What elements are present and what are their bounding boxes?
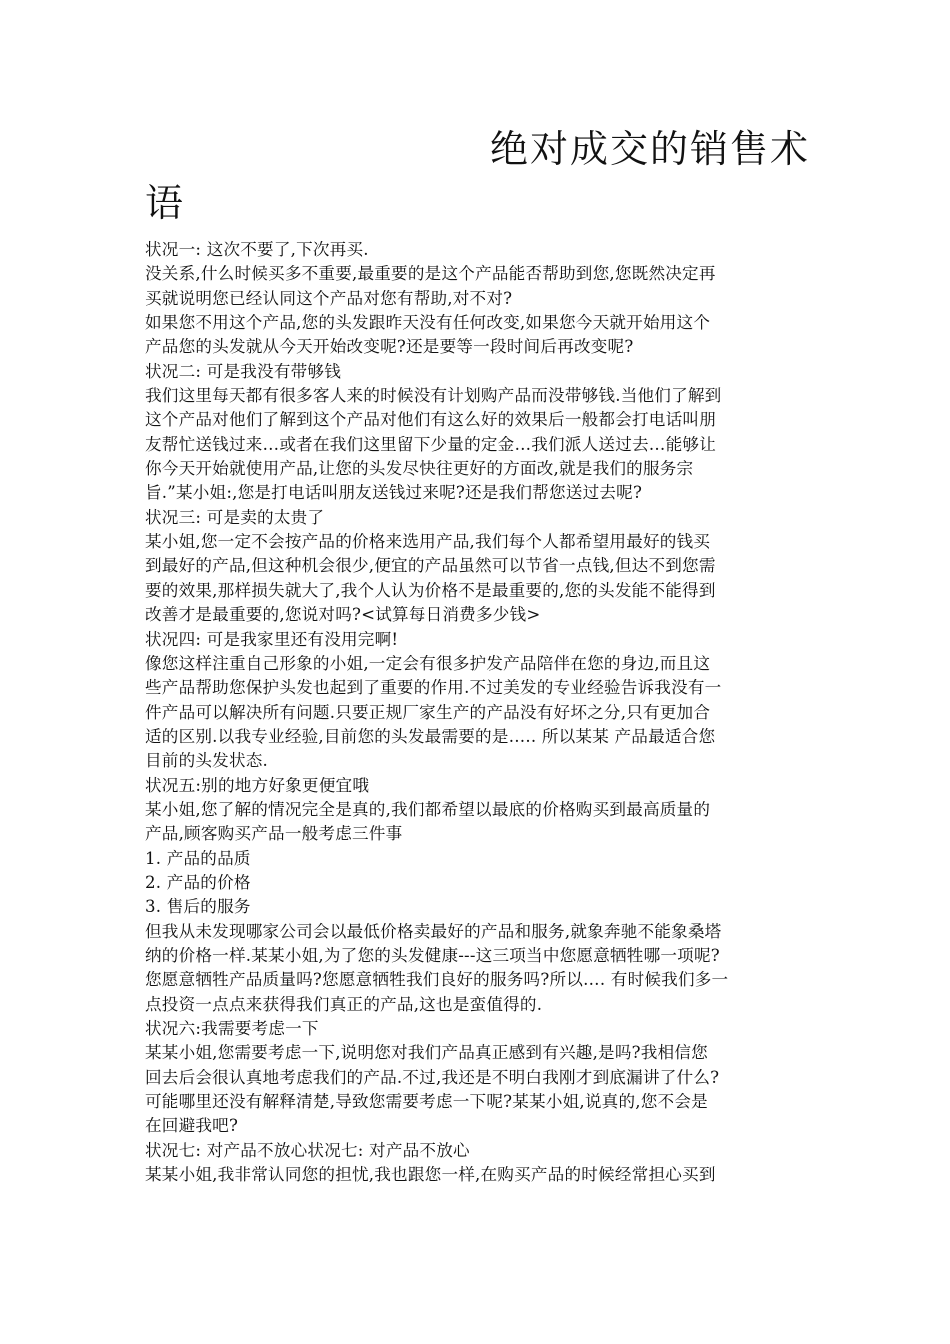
body-line: 到最好的产品,但这种机会很少,便宜的产品虽然可以节省一点钱,但达不到您需 [145, 556, 716, 576]
body-line: 改善才是最重要的,您说对吗?<试算每日消费多少钱> [145, 605, 541, 625]
body-line: 像您这样注重自己形象的小姐,一定会有很多护发产品陪伴在您的身边,而且这 [145, 653, 711, 673]
body-line: 目前的头发状态. [145, 751, 269, 771]
body-line: 状况二: 可是我没有带够钱 [145, 361, 341, 381]
body-line: 状况六:我需要考虑一下 [145, 1019, 319, 1038]
body-line: 点投资一点点来获得我们真正的产品,这也是蛮值得的. [145, 994, 543, 1014]
body-line: 1. 产品的品质 [145, 848, 251, 868]
body-line: 在回避我吧? [145, 1116, 239, 1136]
body-line: 3. 售后的服务 [145, 897, 251, 917]
body-line: 这个产品对他们了解到这个产品对他们有这么好的效果后一般都会打电话叫朋 [145, 410, 716, 430]
body-line: 买就说明您已经认同这个产品对您有帮助,对不对? [145, 288, 513, 308]
body-line: 某某小姐,我非常认同您的担忧,我也跟您一样,在购买产品的时候经常担心买到 [145, 1165, 716, 1185]
body-line: 状况五:别的地方好象更便宜哦 [145, 775, 370, 795]
body-line: 某小姐,您一定不会按产品的价格来选用产品,我们每个人都希望用最好的钱买 [145, 532, 711, 552]
body-line: 旨.”某小姐:,您是打电话叫朋友送钱过来呢?还是我们帮您送过去呢? [145, 483, 643, 503]
body-line: 状况一: 这次不要了,下次再买. [145, 240, 369, 259]
body-line: 您愿意牺牲产品质量吗?您愿意牺牲我们良好的服务吗?所以…. 有时候我们多一 [145, 970, 729, 990]
body-line: 状况三: 可是卖的太贵了 [145, 507, 325, 527]
body-line: 某小姐,您了解的情况完全是真的,我们都希望以最底的价格购买到最高质量的 [145, 799, 711, 819]
document-title: 绝对成交的销售术语 [145, 127, 811, 225]
body-line: 些产品帮助您保护头发也起到了重要的作用.不过美发的专业经验告诉我没有一 [145, 678, 722, 698]
body-line: 件产品可以解决所有问题.只要正规厂家生产的产品没有好坏之分,只有更加合 [145, 702, 711, 722]
body-line: 可能哪里还没有解释清楚,导致您需要考虑一下呢?某某小姐,说真的,您不会是 [145, 1092, 708, 1112]
body-line: 产品,顾客购买产品一般考虑三件事 [145, 824, 403, 844]
body-line: 友帮忙送钱过来…或者在我们这里留下少量的定金…我们派人送过去…能够让 [145, 434, 716, 454]
body-line: 产品您的头发就从今天开始改变呢?还是要等一段时间后再改变呢? [145, 337, 634, 357]
body-line: 某某小姐,您需要考虑一下,说明您对我们产品真正感到有兴趣,是吗?我相信您 [145, 1043, 708, 1063]
body-line: 你今天开始就使用产品,让您的头发尽快往更好的方面改,就是我们的服务宗 [145, 459, 694, 479]
body-line: 如果您不用这个产品,您的头发跟昨天没有任何改变,如果您今天就开始用这个 [145, 313, 711, 333]
body-line: 纳的价格一样.某某小姐,为了您的头发健康---这三项当中您愿意牺牲哪一项呢? [145, 945, 720, 965]
body-line: 状况七: 对产品不放心状况七: 对产品不放心 [145, 1140, 470, 1160]
body-line: 2. 产品的价格 [145, 872, 251, 892]
body-line: 我们这里每天都有很多客人来的时候没有计划购产品而没带够钱.当他们了解到 [145, 386, 722, 406]
body-line: 状况四: 可是我家里还有没用完啊! [145, 629, 399, 649]
body-line: 回去后会很认真地考虑我们的产品.不过,我还是不明白我刚才到底漏讲了什么? [145, 1067, 720, 1087]
body-line: 适的区别.以我专业经验,目前您的头发最需要的是….. 所以某某 产品最适合您 [145, 726, 716, 746]
body-line: 没关系,什么时候买多不重要,最重要的是这个产品能否帮助到您,您既然决定再 [145, 264, 716, 284]
document-body [145, 238, 815, 1187]
body-line: 要的效果,那样损失就大了,我个人认为价格不是最重要的,您的头发能不能得到 [145, 580, 716, 600]
body-line: 但我从未发现哪家公司会以最低价格卖最好的产品和服务,就象奔驰不能象桑塔 [145, 921, 722, 941]
